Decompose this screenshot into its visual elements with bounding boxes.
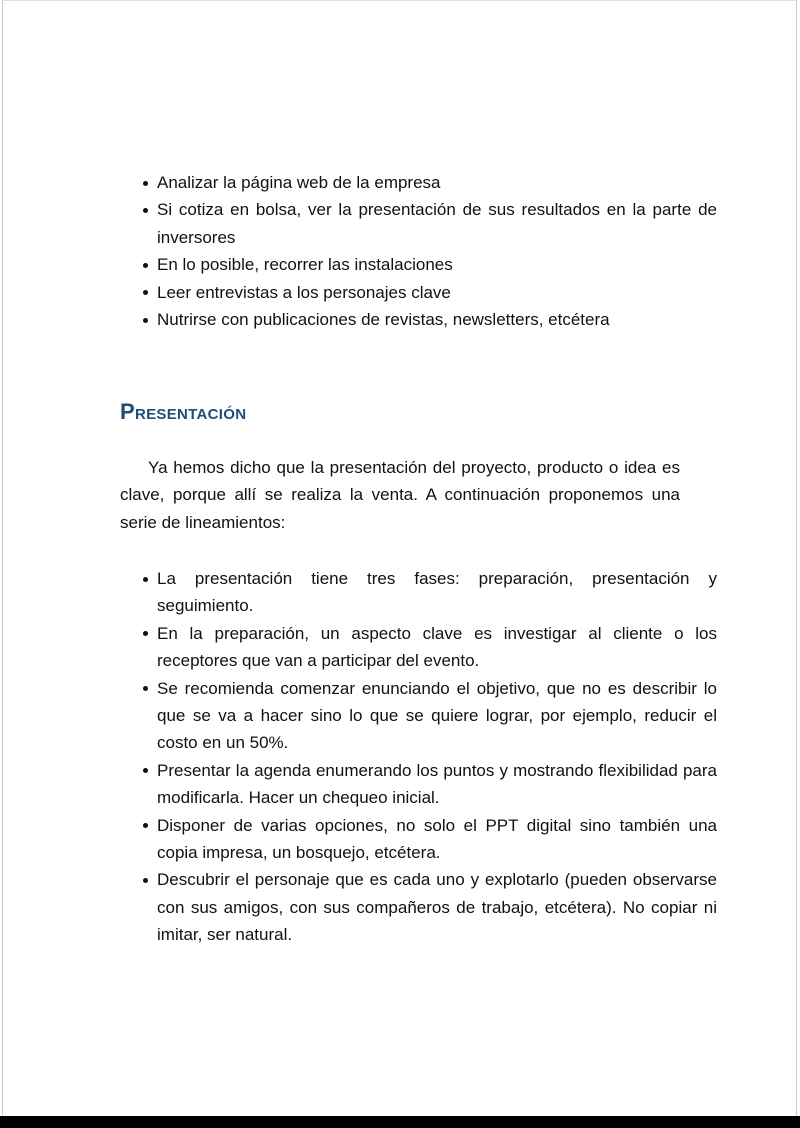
list-item: Disponer de varias opciones, no solo el PPT digital sino también una copia impresa, un bosquejo, etcétera. [157, 812, 717, 867]
list-item: Analizar la página web de la empresa [157, 169, 717, 196]
bullet-list-presentation [120, 565, 717, 949]
list-item: Presentar la agenda enumerando los puntos y mostrando flexibilidad para modificarla. Hacer un chequeo inicial. [157, 757, 717, 812]
list-item: En lo posible, recorrer las instalaciones [157, 251, 717, 278]
list-item: Se recomienda comenzar enunciando el objetivo, que no es describir lo que se va a hacer sino lo que se quiere lograr, por ejemplo, reducir el costo en un 50%. [157, 675, 717, 757]
list-item: Si cotiza en bolsa, ver la presentación de sus resultados en la parte de inversores [157, 196, 717, 251]
list-item: Descubrir el personaje que es cada uno y explotarlo (pueden observarse con sus amigos, con sus compañeros de trabajo, etcétera). No copiar ni imitar, ser natural. [157, 866, 717, 948]
bullet-list-research [120, 169, 717, 333]
list-item: La presentación tiene tres fases: preparación, presentación y seguimiento. [157, 565, 717, 620]
body-paragraph: Ya hemos dicho que la presentación del proyecto, producto o idea es clave, porque allí se realiza la venta. A continuación proponemos una serie de lineamientos: [120, 458, 680, 532]
list-item: Nutrirse con publicaciones de revistas, newsletters, etcétera [157, 306, 717, 333]
list-item: En la preparación, un aspecto clave es investigar al cliente o los receptores que van a participar del evento. [157, 620, 717, 675]
list-item: Leer entrevistas a los personajes clave [157, 279, 717, 306]
section-heading: Presentación [120, 399, 247, 424]
bottom-bar [0, 1116, 800, 1128]
